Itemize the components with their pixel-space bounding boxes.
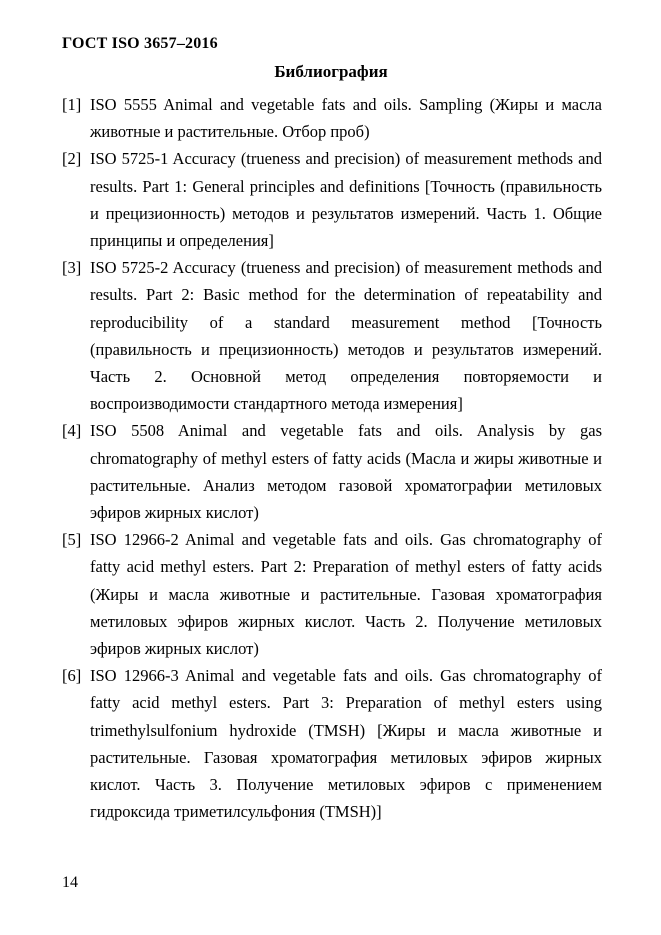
reference-item bbox=[62, 145, 602, 254]
reference-marker: [2] bbox=[62, 149, 82, 169]
reference-text: ISO 5725-1 Accuracy (trueness and precision) of measurement methods and results. Part 1: General principles and definitions [Точность (правильность и прецизионность) методов и результатов измерений. Часть 1. Общие принципы и определения] bbox=[90, 149, 602, 251]
reference-list bbox=[62, 91, 602, 825]
reference-text: ISO 5508 Animal and vegetable fats and oils. Analysis by gas chromatography of methyl esters of fatty acids (Масла и жиры животные и растительные. Анализ методом газовой хроматографии метиловых эфиров жирных кислот) bbox=[90, 421, 602, 523]
reference-item bbox=[62, 254, 602, 417]
bibliography-title: Библиография bbox=[274, 62, 388, 81]
reference-text: ISO 5555 Animal and vegetable fats and oils. Sampling (Жиры и масла животные и растительные. Отбор проб) bbox=[90, 95, 602, 142]
reference-marker: [4] bbox=[62, 421, 82, 441]
reference-text: ISO 12966-3 Animal and vegetable fats and oils. Gas chromatography of fatty acid methyl esters. Part 3: Preparation of methyl esters using trimethylsulfonium hydroxide (TMSH) [Жиры и масла животные и растительные. Газовая хроматография метиловых эфиров жирных кислот. Часть 3. Получение метиловых эфиров с применением гидроксида триметилсульфония (TMSH)] bbox=[90, 666, 602, 822]
reference-item bbox=[62, 417, 602, 526]
reference-marker: [6] bbox=[62, 666, 82, 686]
page-number: 14 bbox=[62, 874, 78, 891]
reference-item bbox=[62, 91, 602, 145]
reference-marker: [1] bbox=[62, 95, 82, 114]
reference-text: ISO 12966-2 Animal and vegetable fats and oils. Gas chromatography of fatty acid methyl esters. Part 2: Preparation of methyl esters of fatty acids (Жиры и масла животные и растительные. Газовая хроматография метиловых эфиров жирных кислот. Часть 2. Получение метиловых эфиров жирных кислот) bbox=[90, 530, 602, 659]
reference-text: ISO 5725-2 Accuracy (trueness and precision) of measurement methods and results. Part 2: Basic method for the determination of repeatability and reproducibility of a standard measurement method [Точность (правильность и прецизионность) методов и результатов измерений. Часть 2. Основной метод определения повторяемости и воспроизводимости стандартного метода измерения] bbox=[90, 258, 602, 414]
reference-marker: [5] bbox=[62, 530, 82, 550]
reference-item bbox=[62, 526, 602, 662]
reference-marker: [3] bbox=[62, 258, 82, 278]
reference-item bbox=[62, 662, 602, 825]
document-designation: ГОСТ ISO 3657–2016 bbox=[62, 35, 218, 52]
